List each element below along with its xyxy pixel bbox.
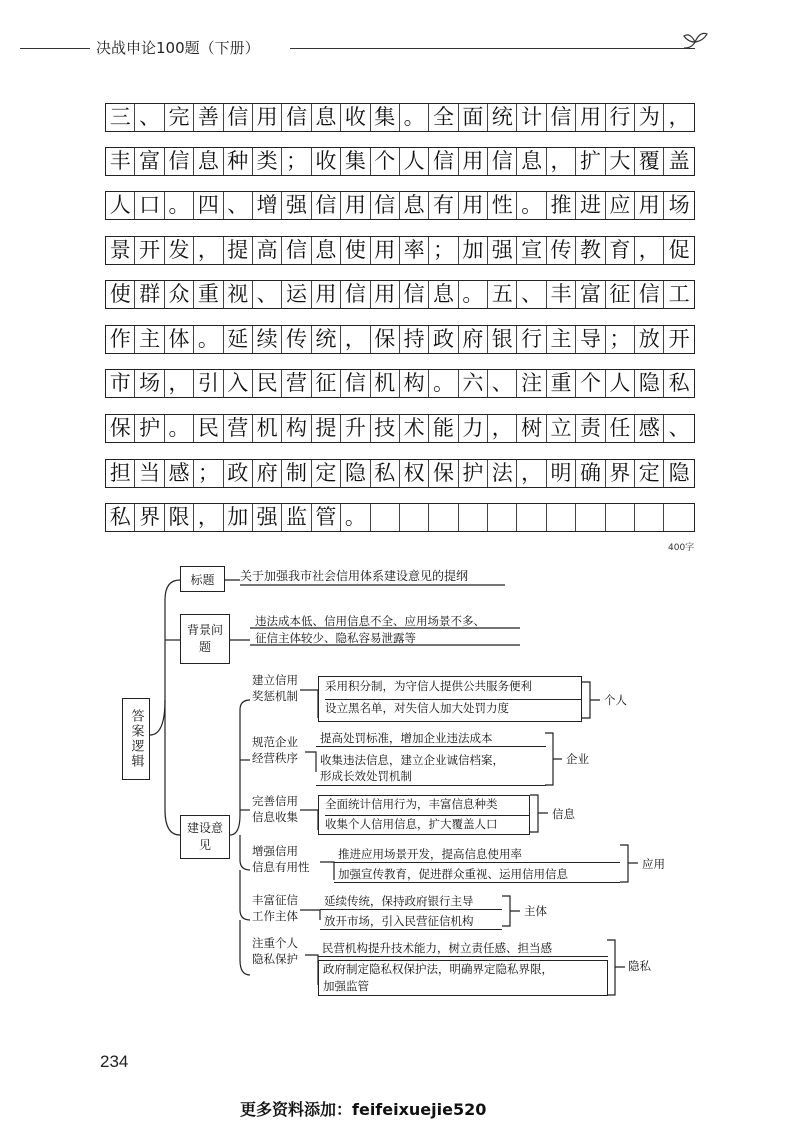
group-4-item-1: 推进应用场景开发，提高信息使用率 [338,847,522,861]
group-2-rule-2 [316,785,546,786]
grid-cell: 加 [459,237,488,264]
grid-cell: 私 [106,504,135,531]
grid-cell: 育 [606,237,635,264]
grid-cell: 监 [282,504,311,531]
grid-cell: 推 [547,192,576,219]
grid-cell: 重 [194,281,223,308]
grid-cell: 注 [517,370,546,397]
grid-cell: 增 [253,192,282,219]
grid-cell: 持 [400,326,429,353]
grid-cell: 信 [282,237,311,264]
grid-cell: 感 [165,460,194,487]
grid-cell: 用 [459,148,488,175]
grid-cell: 类 [253,148,282,175]
grid-cell: 技 [371,415,400,442]
grid-cell: 权 [400,460,429,487]
grid-cell: 。 [429,370,458,397]
grid-cell: 强 [253,504,282,531]
grid-cell: 发 [165,237,194,264]
group-6-item-2: 政府制定隐私权保护法，明确界定隐私界限， [323,962,553,976]
group-3-tag: 信息 [552,807,575,821]
grid-cell: ； [429,237,458,264]
grid-cell: 种 [224,148,253,175]
grid-cell: 扩 [576,148,605,175]
grid-cell: 政 [224,460,253,487]
grid-cell: 盖 [668,149,690,173]
grid-cell: 提 [224,237,253,264]
group-4-rule-1 [334,862,620,863]
grid-cell: 用 [253,104,282,131]
grid-cell: 众 [165,281,194,308]
grid-cell: 善 [194,104,223,131]
group-1-label-1: 建立信用 [252,673,298,687]
group-1-items [318,676,582,722]
grid-cell: ， [547,148,576,175]
grid-cell: 信 [371,192,400,219]
grid-cell: 。 [165,192,194,219]
grid-cell: 界 [606,460,635,487]
grid-cell: ， [165,370,194,397]
grid-cell: 制 [282,460,311,487]
grid-cell: 率 [400,237,429,264]
grid-cell: 民 [253,370,282,397]
grid-cell: 护 [135,415,164,442]
group-2-rule-1 [316,746,546,747]
grid-cell: 营 [282,370,311,397]
group-4-label-1: 增强信用 [252,844,298,858]
background-node: 背景问题 [180,614,230,664]
grid-cell: 征 [606,281,635,308]
grid-cell: 构 [282,415,311,442]
grid-cell: 用 [459,192,488,219]
grid-cell: 续 [253,326,282,353]
group-1-item-1: 采用积分制，为守信人提供公共服务便利 [325,678,532,693]
grid-cell: 行 [517,326,546,353]
grid-cell: 入 [224,370,253,397]
grid-cell: 定 [312,460,341,487]
group-5-rule-1 [320,909,502,910]
grid-cell: 延 [224,326,253,353]
grid-cell: 护 [459,460,488,487]
grid-cell: ， [194,237,223,264]
grid-cell: 个 [371,148,400,175]
grid-cell: 构 [400,370,429,397]
grid-cell: 计 [517,104,546,131]
grid-cell: 升 [341,415,370,442]
grid-cell: 人 [606,370,635,397]
grid-cell: 统 [312,326,341,353]
grid-cell: 高 [253,237,282,264]
group-1-tag: 个人 [604,693,627,707]
grid-cell: 作 [106,326,135,353]
grid-cell: 使 [341,237,370,264]
grid-cell: 完 [165,104,194,131]
grid-cell: 。 [400,104,429,131]
title-text: 关于加强我市社会信用体系建设意见的提纲 [240,569,469,583]
footer-note: 更多资料添加：feifeixuejie520 [240,1100,487,1119]
grid-cell: 群 [135,281,164,308]
grid-cell: 术 [400,415,429,442]
grid-cell: 私 [668,371,690,395]
grid-cell: ； [282,148,311,175]
grid-cell: ； [606,326,635,353]
grid-cell: 为 [635,104,664,131]
group-2-label-2: 经营秩序 [252,751,298,765]
grid-cell: 行 [606,104,635,131]
group-2-item-1: 提高处罚标准，增加企业违法成本 [320,731,493,745]
grid-cell: 信 [165,148,194,175]
grid-cell: 任 [606,415,635,442]
group-6-tag: 隐私 [628,959,651,973]
group-2-tag: 企业 [566,752,589,766]
grid-cell: 人 [400,148,429,175]
grid-cell: 六 [459,370,488,397]
group-3-label-2: 信息收集 [252,810,298,824]
grid-cell: 富 [576,281,605,308]
title-node: 标题 [180,566,225,592]
grid-cell: 银 [488,326,517,353]
grid-cell: 感 [635,415,664,442]
grid-cell: 传 [547,237,576,264]
grid-cell: 统 [488,104,517,131]
grid-cell: 收 [312,148,341,175]
grid-cell: 人 [106,192,135,219]
grid-cell: 保 [371,326,400,353]
word-count: 400字 [668,543,695,553]
group-4-item-2: 加强宣传教育，促进群众重视、运用信用信息 [338,867,568,881]
grid-cell: 四 [194,192,223,219]
grid-cell: 收 [341,104,370,131]
grid-cell: 信 [341,281,370,308]
grid-cell: 用 [576,104,605,131]
group-1-item-2: 设立黑名单，对失信人加大处罚力度 [325,699,581,721]
grid-cell: 息 [400,192,429,219]
grid-cell: 开 [668,327,690,351]
grid-cell: 五 [488,281,517,308]
grid-cell: 口 [135,192,164,219]
grid-cell: 面 [459,104,488,131]
grid-cell: 、 [135,104,164,131]
group-6-label-2: 隐私保护 [252,952,298,966]
grid-cell: 场 [135,370,164,397]
grid-cell: 、 [488,370,517,397]
grid-cell: 加 [224,504,253,531]
group-6-label-1: 注重个人 [252,936,298,950]
grid-cell: 、 [517,281,546,308]
grid-cell: 管 [312,504,341,531]
grid-cell: 定 [635,460,664,487]
grid-cell: 开 [135,237,164,264]
grid-cell: 隐 [635,370,664,397]
grid-cell: 体 [165,326,194,353]
grid-cell: 信 [224,104,253,131]
grid-cell: 丰 [547,281,576,308]
grid-cell: 用 [341,192,370,219]
grid-cell: 工 [668,282,690,306]
grid-cell: 有 [429,192,458,219]
grid-cell: 立 [547,415,576,442]
grid-cell: 宣 [517,237,546,264]
grid-cell: 集 [341,148,370,175]
grid-cell: 主 [547,326,576,353]
group-3-item-1: 全面统计信用行为，丰富信息种类 [325,797,498,811]
grid-cell: 提 [312,415,341,442]
grid-cell: 传 [282,326,311,353]
group-5-rule-2 [320,929,502,930]
grid-cell: 引 [194,370,223,397]
grid-cell: 、 [253,281,282,308]
grid-cell: 保 [106,415,135,442]
grid-cell: 覆 [635,148,664,175]
grid-cell: 、 [224,192,253,219]
grid-cell: 用 [371,237,400,264]
grid-cell: 强 [488,237,517,264]
grid-cell: 教 [576,237,605,264]
grid-cell: 促 [668,238,690,262]
grid-cell: 息 [312,104,341,131]
grid-cell: 主 [135,326,164,353]
grid-cell: 力 [459,415,488,442]
grid-cell: 息 [517,148,546,175]
grid-cell: 机 [371,370,400,397]
grid-cell: 信 [400,281,429,308]
grid-cell: 。 [459,281,488,308]
grid-cell: ， [635,237,664,264]
grid-cell: 导 [576,326,605,353]
grid-cell: 确 [576,460,605,487]
grid-cell: 保 [429,460,458,487]
group-6-rule-1 [318,956,608,957]
grid-cell: 息 [429,281,458,308]
grid-cell: 法 [488,460,517,487]
grid-cell: 营 [224,415,253,442]
grid-cell: 府 [459,326,488,353]
group-6-item-3: 加强监管 [323,979,369,993]
grid-cell: 界 [135,504,164,531]
grid-cell: 丰 [106,148,135,175]
grid-cell: 视 [224,281,253,308]
grid-cell: 全 [429,104,458,131]
grid-cell: 大 [606,148,635,175]
grid-cell: 集 [371,104,400,131]
group-6-item-1: 民营机构提升技术能力，树立责任感、担当感 [322,941,552,955]
grid-cell: 政 [429,326,458,353]
grid-cell: 息 [194,148,223,175]
mindmap-root: 答案逻辑 [122,698,150,780]
grid-cell: 景 [106,237,135,264]
group-6-items [318,960,608,996]
group-5-tag: 主体 [524,904,547,918]
grid-cell: 树 [517,415,546,442]
group-5-label-1: 丰富征信 [252,893,298,907]
grid-cell: 民 [194,415,223,442]
grid-cell: 用 [312,281,341,308]
grid-cell: 用 [635,192,664,219]
grid-cell: 使 [106,281,135,308]
grid-cell: 征 [312,370,341,397]
background-line-2: 征信主体较少、隐私容易泄露等 [255,631,416,645]
grid-cell: ， [341,326,370,353]
group-3-items [318,795,530,835]
grid-cell: 个 [576,370,605,397]
grid-cell: 隐 [668,461,690,485]
grid-cell: 重 [547,370,576,397]
grid-cell: 。 [341,504,370,531]
group-3-label-1: 完善信用 [252,794,298,808]
grid-cell: 责 [576,415,605,442]
grid-cell: 私 [371,460,400,487]
group-1-label-2: 奖惩机制 [252,689,298,703]
grid-cell: 信 [488,148,517,175]
grid-cell: 应 [606,192,635,219]
grid-cell: 用 [371,281,400,308]
group-4-tag: 应用 [642,857,665,871]
grid-cell: 信 [341,370,370,397]
grid-cell: 息 [312,237,341,264]
grid-cell: ； [194,460,223,487]
grid-cell: 信 [635,281,664,308]
group-4-label-2: 信息有用性 [252,860,310,874]
grid-cell: 信 [282,104,311,131]
grid-cell: 。 [517,192,546,219]
group-5-item-1: 延续传统，保持政府银行主导 [324,894,474,908]
grid-cell: ， [488,415,517,442]
grid-cell: 信 [547,104,576,131]
group-2-label-1: 规范企业 [252,735,298,749]
grid-cell: 府 [253,460,282,487]
grid-cell: 担 [106,460,135,487]
grid-cell: 强 [282,192,311,219]
group-2-item-3: 形成长效处罚机制 [320,769,412,783]
grid-cell: 明 [547,460,576,487]
grid-cell: 三 [106,104,135,131]
grid-cell: 当 [135,460,164,487]
group-5-item-2: 放开市场，引入民营征信机构 [324,914,474,928]
grid-cell: 场 [668,193,690,217]
group-4-rule-2 [334,882,620,883]
grid-cell: 信 [312,192,341,219]
grid-cell: 、 [668,416,690,440]
book-title: 决战申论100题（下册） [96,39,260,57]
grid-cell: 限 [165,504,194,531]
grid-cell: ， [668,105,690,129]
grid-cell: 富 [135,148,164,175]
group-3-item-2: 收集个人信用信息，扩大覆盖人口 [325,815,529,835]
grid-cell: 。 [194,326,223,353]
grid-cell: ， [194,504,223,531]
page-number: 234 [100,1052,129,1071]
group-2-item-2: 收集违法信息，建立企业诚信档案， [320,753,504,767]
grid-cell: ， [517,460,546,487]
suggestion-node: 建设意见 [180,815,230,859]
grid-cell: 市 [106,370,135,397]
grid-cell: 能 [429,415,458,442]
grid-cell: 性 [488,192,517,219]
grid-cell: 放 [635,326,664,353]
background-line-1: 违法成本低、信用信息不全、应用场景不多、 [255,614,485,628]
grid-cell: 。 [165,415,194,442]
grid-cell: 机 [253,415,282,442]
grid-cell: 信 [429,148,458,175]
grid-cell: 运 [282,281,311,308]
grid-cell: 隐 [341,460,370,487]
grid-cell: 进 [576,192,605,219]
group-5-label-2: 工作主体 [252,909,298,923]
